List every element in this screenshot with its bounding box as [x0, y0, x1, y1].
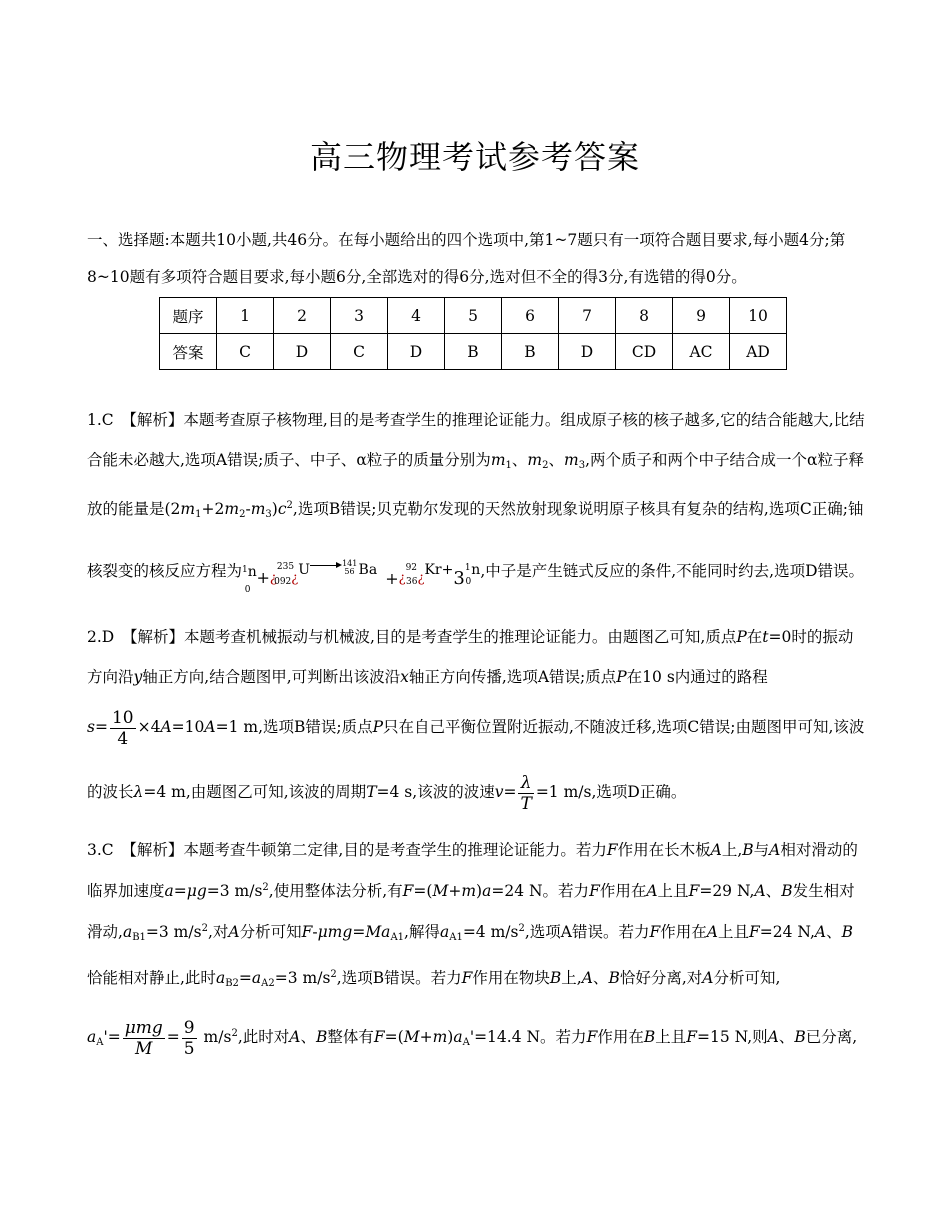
page-title: 高三物理考试参考答案	[309, 138, 640, 176]
fraction: $\frac{\text{μmg}}{M}$	[124, 1017, 163, 1059]
table-row	[160, 298, 787, 334]
fission-equation: $1n_0+_¿^{235}_{092¿}U$ $^{141}$56 $Ba +_¿^{92}_{36¿}Kr+3^1_0n$	[242, 559, 481, 595]
answer-table	[159, 297, 787, 370]
table-cell: 7	[559, 298, 616, 334]
fraction: $\frac{9}{5}$	[183, 1017, 195, 1059]
table-cell: 10	[730, 298, 787, 334]
table-row	[160, 334, 787, 370]
row-label: 题序	[160, 298, 217, 334]
reaction-arrow	[310, 561, 342, 571]
table-cell: C	[217, 334, 274, 370]
table-cell: 4	[388, 298, 445, 334]
table-cell: C	[331, 334, 388, 370]
answer-explanation-2: 2.D 【解析】本题考查机械振动与机械波,目的是考查学生的推理论证能力。由题图乙可知,质点P在t=0时的振动方向沿y轴正方向,结合题图甲,可判断出该波沿x轴正方向传播,选项A错误;质点P在10 s内通过的路程s= $\frac{10}{4}$ ×4A=10A=1 m,选项B错误;质点P只在自己平衡位置附近振动,不随波迁移,选项C错误;由题图甲可知,该波的波长λ=4 m,由题图乙可知,该波的周期T=4 s,该波的波速v= $\frac{\lambda}{T}$ =1 m/s,选项D正确。	[87, 628, 865, 814]
section-intro: 一、选择题:本题共10小题,共46分。在每小题给出的四个选项中,第1~7题只有一项符合题目要求,每小题4分;第8~10题有多项符合题目要求,每小题6分,全部选对的得6分,选对但不全的得3分,有选错的得0分。	[87, 231, 846, 286]
table-cell: AD	[730, 334, 787, 370]
table-cell: 5	[445, 298, 502, 334]
table-cell: AC	[673, 334, 730, 370]
fraction: $\frac{\lambda}{T}$	[520, 772, 532, 814]
table-cell: 3	[331, 298, 388, 334]
table-cell: 8	[616, 298, 673, 334]
table-cell: 9	[673, 298, 730, 334]
table-cell: 6	[502, 298, 559, 334]
table-cell: 1	[217, 298, 274, 334]
table-cell: B	[502, 334, 559, 370]
table-cell: D	[388, 334, 445, 370]
fraction: $\frac{10}{4}$	[111, 707, 134, 749]
table-cell: D	[559, 334, 616, 370]
answer-explanation-1: 1.C 【解析】本题考查原子核物理,目的是考查学生的推理论证能力。组成原子核的核子越多,它的结合能越大,比结合能未必越大,选项A错误;质子、中子、α粒子的质量分别为$m_1$、$m_2$、$m_3$,两个质子和两个中子结合成一个α粒子释放的能量是$(2m_1+2m_2-m_3)c^2$,选项B错误;贝克勒尔发现的天然放射现象说明原子核具有复杂的结构,选项C正确;铀核裂变的核反应方程为$1n_0+_¿^{235}_{092¿}U$ $^{141}$56 $Ba +_¿^{92}_{36¿}Kr+3^1_0n$,中子是产生链式反应的条件,不能同时约去,选项D错误。	[87, 411, 865, 595]
table-cell: B	[445, 334, 502, 370]
table-cell: 2	[274, 298, 331, 334]
table-cell: CD	[616, 334, 673, 370]
answer-explanation-3: 3.C 【解析】本题考查牛顿第二定律,目的是考查学生的推理论证能力。若力F作用在长木板A上,B与A相对滑动的临界加速度a=μg=3 $m/s^2$,使用整体法分析,有F=(M+m)a=24 N。若力F作用在A上且F=29 N,A、B发生相对滑动$,a_{B1}=3$ $m/s^2$,对A分析可知$F-\mu mg=Ma_{A1}$,解得$a_{A1}=4$ $m/s^2$,选项A错误。若力F作用在A上且F=24 N,A、B恰能相对静止,此时$a_{B2}=a_{A2}=3$ $m/s^2$,选项B错误。若力F作用在物块B上,A、B恰好分离,对A分析可知$,a_A'=$ $\frac{\text{μmg}}{M}$ = $\frac{9}{5}$ $m/s^2$,此时对A、B整体有$F=(M+m)a_A'=14.4$ N。若力F作用在B上且F=15 N,则A、B已分离,	[87, 841, 858, 1059]
row-label: 答案	[160, 334, 217, 370]
table-cell: D	[274, 334, 331, 370]
